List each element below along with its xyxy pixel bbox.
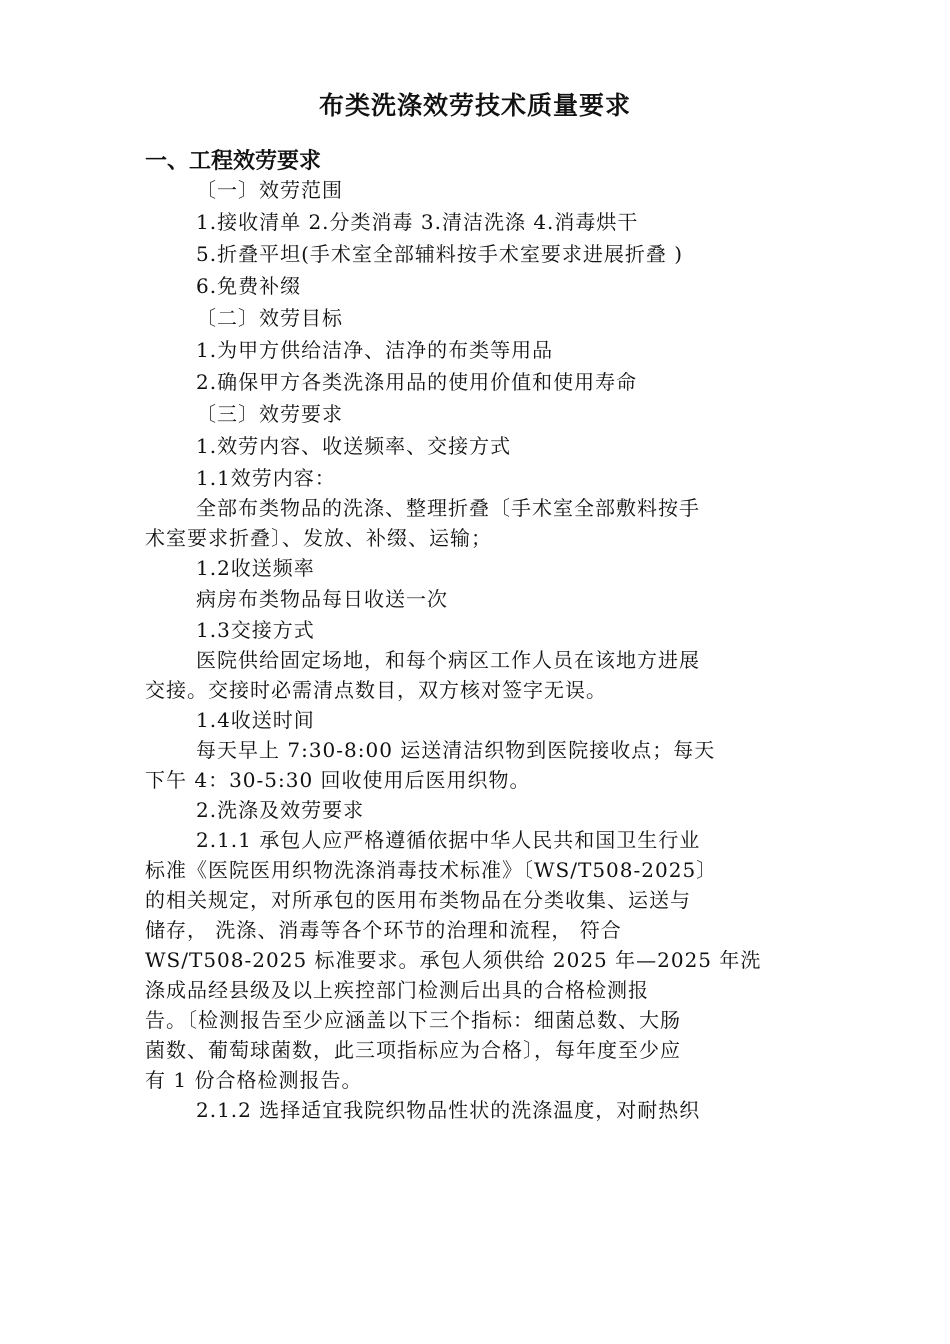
text-line: 1.3交接方式 bbox=[196, 618, 315, 642]
text-line: 5.折叠平坦(手术室全部辅料按手术室要求进展折叠 ) bbox=[196, 242, 684, 266]
text-line: WS/T508-2025 标准要求。承包人须供给 2025 年—2025 年洗 bbox=[145, 948, 762, 972]
text-line: 全部布类物品的洗涤、整理折叠〔手术室全部敷料按手 bbox=[196, 496, 700, 520]
text-line: 标准《医院医用织物洗涤消毒技术标准》〔WS/T508-2025〕 bbox=[145, 858, 718, 882]
text-line: 储存， 洗涤、消毒等各个环节的治理和流程， 符合 bbox=[145, 918, 622, 942]
text-line: 下午 4：30-5:30 回收使用后医用织物。 bbox=[145, 768, 531, 792]
text-line: 1.4收送时间 bbox=[196, 708, 315, 732]
text-line: 医院供给固定场地，和每个病区工作人员在该地方进展 bbox=[196, 648, 700, 672]
section-heading-1: 一、工程效劳要求 bbox=[145, 149, 322, 174]
text-line: 的相关规定，对所承包的医用布类物品在分类收集、运送与 bbox=[145, 888, 691, 912]
text-line: 2.确保甲方各类洗涤用品的使用价值和使用寿命 bbox=[196, 370, 638, 394]
text-line: 病房布类物品每日收送一次 bbox=[196, 587, 448, 611]
text-line: 涤成品经县级及以上疾控部门检测后出具的合格检测报 bbox=[145, 978, 649, 1002]
text-line: 菌数、葡萄球菌数，此三项指标应为合格〕，每年度至少应 bbox=[145, 1038, 681, 1062]
text-line: 告。〔检测报告至少应涵盖以下三个指标：细菌总数、大肠 bbox=[145, 1008, 681, 1032]
subsection-heading-goal: 〔二〕效劳目标 bbox=[196, 306, 343, 330]
text-line: 1.2收送频率 bbox=[196, 556, 315, 580]
document-title: 布类洗涤效劳技术质量要求 bbox=[318, 91, 631, 120]
text-line: 1.接收清单 2.分类消毒 3.清洁洗涤 4.消毒烘干 bbox=[196, 210, 639, 234]
text-line: 2.1.1 承包人应严格遵循依据中华人民共和国卫生行业 bbox=[196, 828, 701, 852]
subsection-heading-scope: 〔一〕效劳范围 bbox=[196, 178, 343, 202]
subsection-heading-requirements: 〔三〕效劳要求 bbox=[196, 402, 343, 426]
text-line: 交接。交接时必需清点数目，双方核对签字无误。 bbox=[145, 678, 607, 702]
text-line: 有 1 份合格检测报告。 bbox=[145, 1068, 363, 1092]
text-line: 1.效劳内容、收送频率、交接方式 bbox=[196, 434, 512, 458]
text-line: 术室要求折叠〕、发放、补缀、运输； bbox=[145, 526, 492, 550]
text-line: 1.1效劳内容： bbox=[196, 466, 336, 490]
text-line: 每天早上 7:30-8:00 运送清洁织物到医院接收点；每天 bbox=[196, 738, 716, 762]
text-line: 6.免费补缀 bbox=[196, 274, 302, 298]
text-line: 2.洗涤及效劳要求 bbox=[196, 798, 365, 822]
text-line: 2.1.2 选择适宜我院织物品性状的洗涤温度，对耐热织 bbox=[196, 1098, 701, 1122]
text-line: 1.为甲方供给洁净、洁净的布类等用品 bbox=[196, 338, 554, 362]
